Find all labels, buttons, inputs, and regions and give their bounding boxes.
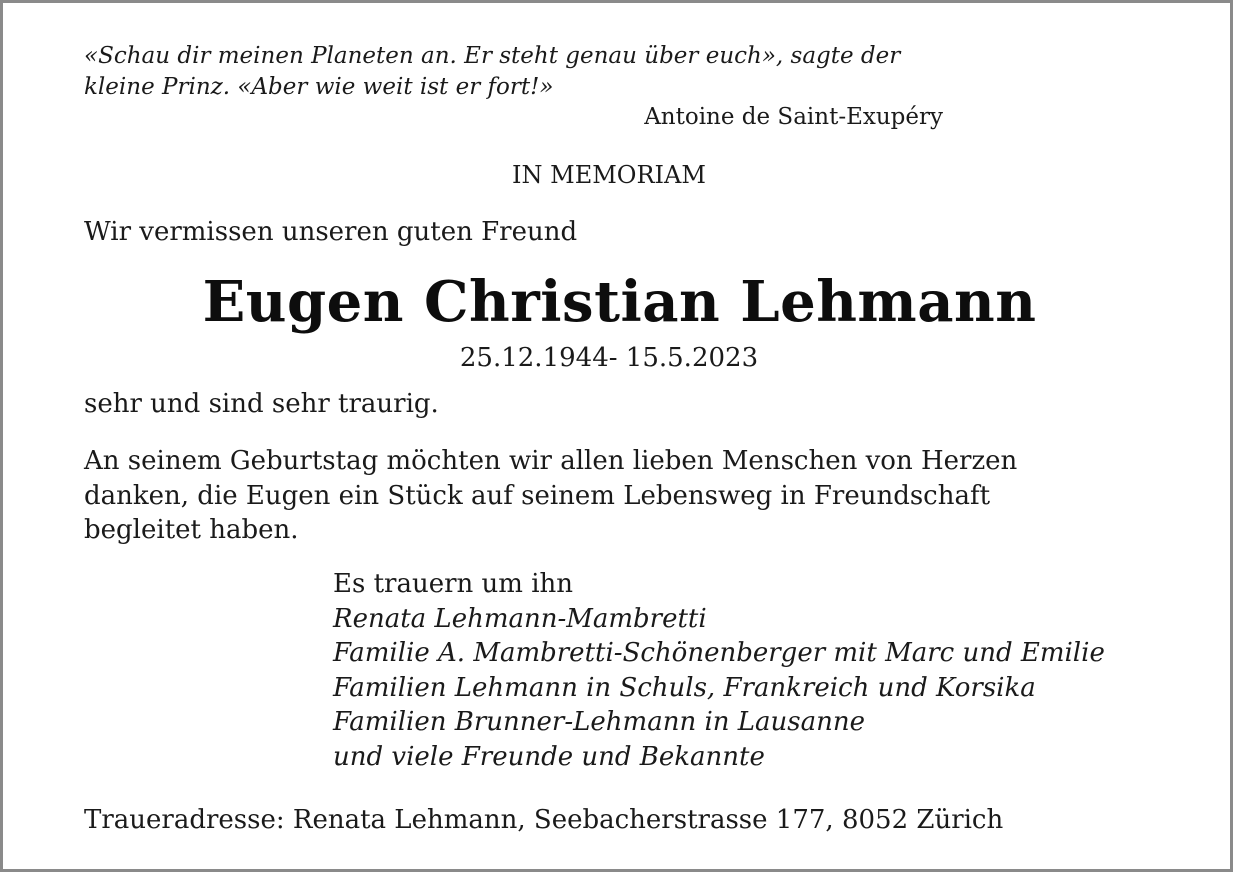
thanks-paragraph [84, 444, 1017, 548]
deceased-name: Eugen Christian Lehmann [202, 269, 1037, 335]
mourners-list [333, 567, 1105, 774]
quote-author: Antoine de Saint-Exupéry [644, 104, 943, 130]
intro-text: Wir vermissen unseren guten Freund [84, 217, 578, 247]
thanks-line: begleitet haben. [84, 515, 299, 545]
mourner-name: Renata Lehmann-Mambretti [333, 603, 707, 634]
mourner-name: Familie A. Mambretti-Schönenberger mit Marc und Emilie [333, 638, 1105, 668]
mourner-name: und viele Freunde und Bekannte [333, 741, 765, 772]
sadness-text: sehr und sind sehr traurig. [84, 389, 439, 419]
thanks-line: An seinem Geburtstag möchten wir allen lieben Menschen von Herzen [84, 446, 1018, 476]
mourners-heading: Es trauern um ihn [333, 569, 574, 599]
quote-line: «Schau dir meinen Planeten an. Er steht genau über euch», sagte der [84, 43, 901, 69]
mourner-name: Familien Brunner-Lehmann in Lausanne [333, 707, 866, 737]
thanks-line: danken, die Eugen ein Stück auf seinem Lebensweg in Freundschaft [84, 480, 991, 511]
quote-line: kleine Prinz. «Aber wie weit ist er fort!» [84, 74, 554, 100]
memoriam-heading: IN MEMORIAM [512, 161, 706, 189]
mourner-name: Familien Lehmann in Schuls, Frankreich und Korsika [333, 672, 1036, 703]
mourning-address: Traueradresse: Renata Lehmann, Seebacherstrasse 177, 8052 Zürich [84, 805, 1004, 835]
life-dates: 25.12.1944- 15.5.2023 [459, 343, 759, 373]
epigraph-quote [84, 41, 900, 103]
